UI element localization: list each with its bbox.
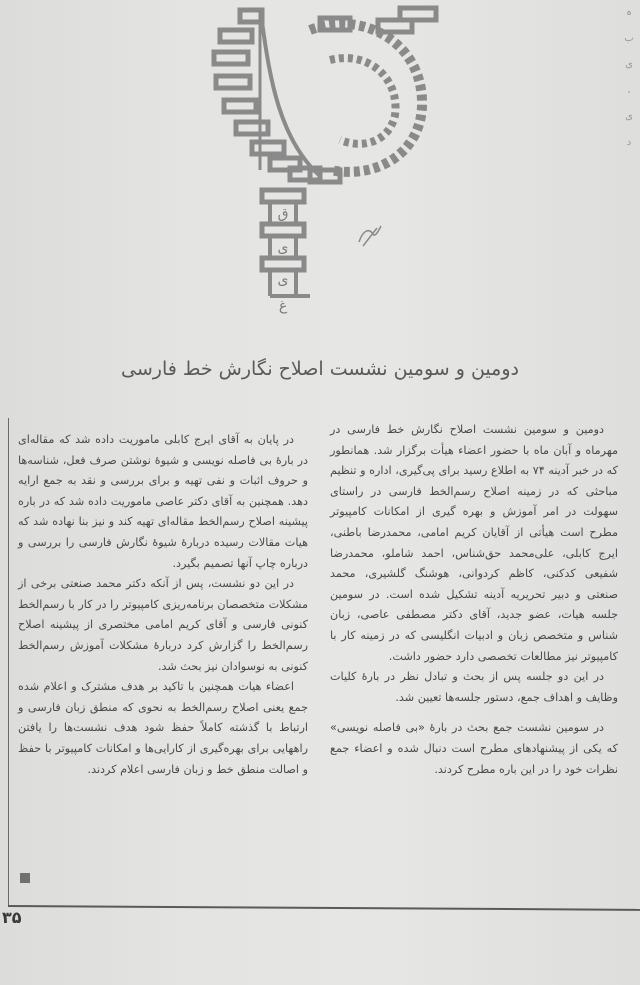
left-column [18, 430, 308, 780]
svg-text:ی: ی [277, 240, 289, 256]
artist-signature [355, 220, 385, 250]
page-edge-marks [622, 0, 636, 190]
edge-mark: ، [627, 85, 631, 96]
svg-text:ق: ق [277, 206, 289, 222]
svg-text:ی: ی [277, 272, 289, 288]
frame-bottom-rule [8, 905, 640, 910]
paragraph: اعضاء هیات همچنین با تاکید بر هدف مشترک و اعلام شده جمع یعنی اصلاح رسم‌الخط به نحوی که منطق زبان فارسی و ارتباط با گذشته کاملاً حفظ شود هدف نشست‌ها را یافتن راههایی برای بهره‌گیری از کارایی‌ها و امکانات کامپیوتر با حفظ و اصالت منطق خط و زبان فارسی اعلام کردند. [18, 680, 308, 776]
paragraph: دومین و سومین نشست اصلاح نگارش خط فارسی در مهرماه و آبان ماه با حضور اعضاء هیأت برگزار شد. همانطور که در خبر آدینه ۷۴ به اطلاع رسید برای پی‌گیری، اداره و تنظیم مباحثی که در زمینه اصلاح رسم‌الخط فارسی در راستای سهولت در امر آموزش و بهره گیری از امکانات کامپیوتر مطرح است هیأتی از آقایان کریم امامی، محمدرضا باطنی، ایرج کابلی، علی‌محمد حق‌شناس، احمد شاملو، محمدرضا شفیعی کدکنی، کاظم کردوانی، هوشنگ گلشیری، محمد صنعتی و دبیر تحریریه آدینه تشکیل شده است. در سومین جلسه هیات، عضو جدید، آقای دکتر مصطفی عاصی، زبان شناس و متخصص زبان و ادبیات انگلیسی که در زمینه کار با کامپیوتر نیز مطالعات تخصصی دارد حضور داشت. [330, 423, 618, 663]
frame-left-rule [8, 418, 9, 906]
column-separator [318, 430, 319, 900]
paragraph: در پایان به آقای ایرج کابلی ماموریت داده شد که مقاله‌ای در بارهٔ بی فاصله نویسی و شیوهٔ نوشتن صرف فعل، شناسه‌ها و حروف اثبات و نفی تهیه و برای بررسی و نقد به جمع ارایه دهد. همچنین به آقای دکتر عاصی ماموریت داده شد که در باره پیشینه اصلاح رسم‌الخط مقاله‌ای تهیه کند و نیز بنا نهاده شد که هیات مقالات رسیده دربارهٔ شیوهٔ نگارش فارسی را بررسی و درباره چاپ آنها تصمیم بگیرد. [18, 433, 308, 570]
end-of-article-square-icon [20, 873, 30, 883]
svg-text:غ: غ [278, 298, 288, 314]
paragraph: در این دو نشست، پس از آنکه دکتر محمد صنعتی برخی از مشکلات متخصصان برنامه‌ریزی کامپیوتر را در کار با رسم‌الخط کنونی فارسی و آقای کریم امامی مختصری از پیشینه اصلاح رسم‌الخط را گزارش کرد دربارهٔ مشکلات آموزش رسم‌الخط کنونی به نوسوادان نیز بحث شد. [18, 577, 308, 673]
edge-mark: د [626, 137, 632, 148]
edge-mark: ب [624, 33, 634, 44]
paragraph: در سومین نشست جمع بحث در بارهٔ «بی فاصله نویسی» که یکی از پیشنهادهای مطرح است دنبال شده و اعضاء جمع نظرات خود را در این باره مطرح کردند. [330, 721, 618, 776]
page-number: ۳۵ [2, 908, 22, 927]
calligram-illustration [200, 0, 460, 330]
edge-mark: ی [625, 59, 633, 70]
article-title: دومین و سومین نشست اصلاح نگارش خط فارسی [121, 358, 519, 380]
right-column [330, 420, 618, 780]
edge-mark: ی [625, 111, 633, 122]
paragraph: در این دو جلسه پس از بحث و تبادل نظر در بارهٔ کلیات وظایف و اهداف جمع، دستور جلسه‌ها تعیین شد. [330, 670, 618, 704]
edge-mark: ہ [626, 7, 632, 18]
